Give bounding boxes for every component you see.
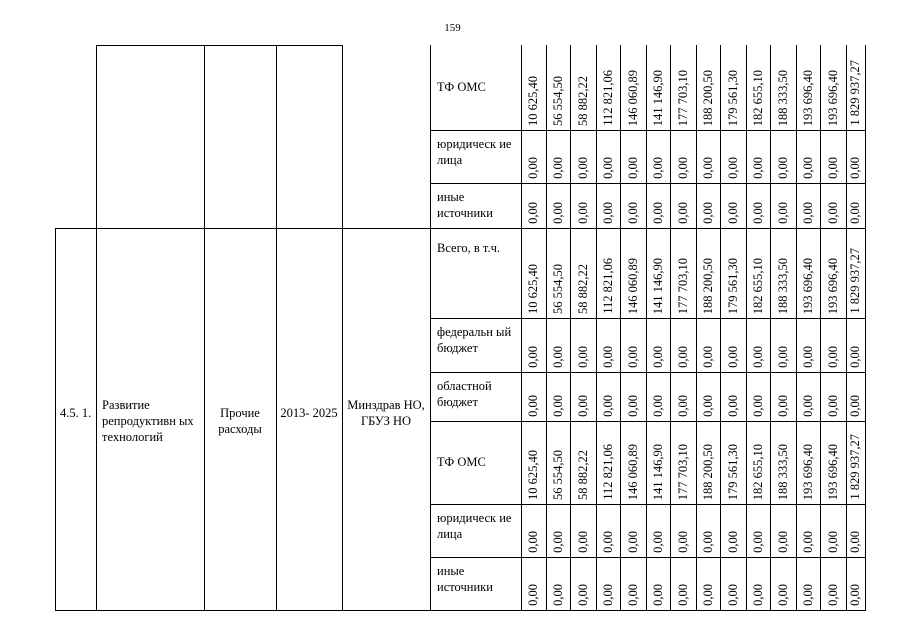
value-text: 0,00: [848, 531, 862, 553]
value-cell: [770, 132, 796, 179]
value-text: 141 146,90: [650, 443, 665, 500]
value-text: 0,00: [675, 395, 690, 417]
value-cell: [796, 185, 820, 224]
grid-hline: [430, 130, 865, 131]
value-cell: [670, 559, 696, 606]
value-cell: [521, 320, 546, 368]
value-cell: [620, 132, 646, 179]
value-cell: [620, 559, 646, 606]
value-text: 0,00: [700, 531, 715, 553]
value-cell: [646, 423, 670, 500]
value-cell: [596, 47, 620, 126]
value-text: 0,00: [725, 395, 740, 417]
value-cell: [521, 423, 546, 500]
value-text: 0,00: [625, 584, 640, 606]
value-cell: [770, 506, 796, 553]
value-cell: [796, 320, 820, 368]
value-cell: [646, 230, 670, 314]
value-text: 58 882,22: [575, 76, 590, 126]
value-text: 0,00: [600, 584, 615, 606]
value-text: 0,00: [848, 395, 862, 417]
value-cell: [570, 506, 596, 553]
value-text: 0,00: [625, 531, 640, 553]
value-cell: [846, 374, 865, 417]
grid-hline: [430, 557, 865, 558]
value-text: 0,00: [825, 157, 840, 179]
value-cell: [521, 185, 546, 224]
value-cell: [570, 132, 596, 179]
value-text: 0,00: [725, 346, 740, 368]
value-cell: [796, 132, 820, 179]
measure-name: Развитие репродуктивн ых технологий: [102, 398, 194, 444]
value-cell: [846, 506, 865, 553]
value-cell: [820, 132, 846, 179]
value-text: 58 882,22: [575, 264, 590, 314]
value-text: 182 655,10: [750, 69, 765, 126]
value-text: 0,00: [650, 157, 665, 179]
value-text: 0,00: [700, 202, 715, 224]
source-label: федеральн ый бюджет: [437, 325, 512, 355]
value-cell: [820, 47, 846, 126]
value-text: 0,00: [750, 202, 765, 224]
value-cell: [521, 47, 546, 126]
value-cell: [620, 506, 646, 553]
value-text: 193 696,40: [825, 257, 840, 314]
value-cell: [746, 506, 770, 553]
value-cell: [820, 230, 846, 314]
value-text: 0,00: [550, 531, 565, 553]
value-text: 1 829 937,27: [848, 248, 862, 314]
value-text: 1 829 937,27: [848, 434, 862, 500]
executor: Минздрав НО, ГБУЗ НО: [347, 398, 425, 428]
value-text: 0,00: [600, 395, 615, 417]
value-cell: [796, 559, 820, 606]
value-cell: [596, 423, 620, 500]
value-cell: [546, 559, 570, 606]
value-text: 0,00: [650, 202, 665, 224]
value-cell: [570, 320, 596, 368]
value-text: 0,00: [750, 531, 765, 553]
value-text: 112 821,06: [600, 70, 615, 126]
value-cell: [670, 506, 696, 553]
value-cell: [620, 185, 646, 224]
value-text: 1 829 937,27: [848, 60, 862, 126]
value-cell: [770, 320, 796, 368]
source-label: иные источники: [437, 190, 493, 220]
value-cell: [646, 132, 670, 179]
value-text: 141 146,90: [650, 257, 665, 314]
value-cell: [570, 423, 596, 500]
value-text: 0,00: [650, 346, 665, 368]
value-cell: [720, 559, 746, 606]
value-cell: [820, 506, 846, 553]
value-text: 112 821,06: [600, 258, 615, 314]
grid-vline: [276, 45, 277, 611]
value-cell: [820, 423, 846, 500]
page-number: 159: [444, 22, 461, 34]
value-text: 0,00: [675, 157, 690, 179]
value-cell: [546, 506, 570, 553]
value-text: 0,00: [725, 202, 740, 224]
value-cell: [696, 320, 720, 368]
value-cell: [720, 423, 746, 500]
value-cell: [796, 230, 820, 314]
value-text: 0,00: [625, 157, 640, 179]
value-cell: [670, 230, 696, 314]
grid-hline: [430, 504, 865, 505]
value-cell: [546, 132, 570, 179]
value-cell: [720, 320, 746, 368]
grid-hline: [55, 610, 865, 611]
value-text: 0,00: [526, 531, 540, 553]
value-cell: [696, 132, 720, 179]
source-label: ТФ ОМС: [437, 454, 486, 469]
value-text: 0,00: [750, 395, 765, 417]
value-text: 193 696,40: [800, 443, 815, 500]
grid-vline: [204, 45, 205, 611]
value-text: 146 060,89: [625, 443, 640, 500]
value-text: 0,00: [775, 531, 790, 553]
value-text: 0,00: [848, 202, 862, 224]
value-cell: [720, 132, 746, 179]
value-text: 0,00: [700, 395, 715, 417]
value-text: 193 696,40: [800, 257, 815, 314]
value-text: 112 821,06: [600, 444, 615, 500]
value-cell: [846, 185, 865, 224]
value-cell: [746, 423, 770, 500]
value-text: 0,00: [550, 584, 565, 606]
value-text: 0,00: [650, 395, 665, 417]
value-cell: [596, 374, 620, 417]
value-cell: [546, 230, 570, 314]
value-text: 0,00: [600, 531, 615, 553]
value-cell: [796, 374, 820, 417]
source-label: ТФ ОМС: [437, 79, 486, 94]
value-text: 188 333,50: [775, 69, 790, 126]
value-cell: [620, 423, 646, 500]
value-cell: [670, 185, 696, 224]
grid-vline: [96, 45, 97, 611]
value-text: 193 696,40: [825, 443, 840, 500]
value-text: 0,00: [825, 346, 840, 368]
value-cell: [546, 374, 570, 417]
value-cell: [646, 559, 670, 606]
value-text: 188 200,50: [700, 257, 715, 314]
value-text: 0,00: [526, 157, 540, 179]
value-text: 0,00: [825, 202, 840, 224]
value-text: 56 554,50: [550, 264, 565, 314]
value-text: 188 333,50: [775, 443, 790, 500]
value-cell: [570, 374, 596, 417]
value-cell: [796, 423, 820, 500]
value-cell: [770, 423, 796, 500]
measure-number: 4.5. 1.: [60, 406, 92, 420]
value-cell: [521, 506, 546, 553]
value-text: 0,00: [750, 346, 765, 368]
value-text: 0,00: [825, 584, 840, 606]
value-text: 182 655,10: [750, 443, 765, 500]
grid-hline: [430, 372, 865, 373]
grid-vline: [342, 45, 343, 611]
value-text: 182 655,10: [750, 257, 765, 314]
value-text: 0,00: [675, 531, 690, 553]
value-text: 0,00: [775, 584, 790, 606]
value-text: 0,00: [575, 531, 590, 553]
value-text: 0,00: [575, 202, 590, 224]
value-text: 10 625,40: [526, 264, 540, 314]
value-cell: [820, 320, 846, 368]
value-cell: [670, 423, 696, 500]
value-cell: [596, 320, 620, 368]
value-cell: [521, 230, 546, 314]
value-cell: [670, 320, 696, 368]
value-cell: [546, 423, 570, 500]
value-cell: [770, 185, 796, 224]
value-text: 0,00: [848, 346, 862, 368]
value-text: 0,00: [600, 202, 615, 224]
value-text: 177 703,10: [675, 69, 690, 126]
value-text: 0,00: [625, 395, 640, 417]
value-text: 0,00: [775, 157, 790, 179]
value-text: 177 703,10: [675, 443, 690, 500]
value-cell: [696, 230, 720, 314]
value-text: 193 696,40: [825, 69, 840, 126]
value-cell: [746, 374, 770, 417]
value-cell: [820, 185, 846, 224]
value-text: 0,00: [725, 157, 740, 179]
value-text: 10 625,40: [526, 450, 540, 500]
value-cell: [746, 320, 770, 368]
value-text: 0,00: [650, 531, 665, 553]
value-cell: [796, 47, 820, 126]
value-cell: [570, 47, 596, 126]
value-cell: [770, 374, 796, 417]
value-cell: [670, 47, 696, 126]
period: 2013- 2025: [280, 406, 338, 420]
value-text: 146 060,89: [625, 69, 640, 126]
value-cell: [596, 132, 620, 179]
value-cell: [720, 374, 746, 417]
grid-hline: [55, 228, 865, 229]
value-text: 0,00: [750, 157, 765, 179]
value-cell: [720, 47, 746, 126]
value-text: 0,00: [800, 157, 815, 179]
value-text: 0,00: [800, 584, 815, 606]
value-text: 0,00: [625, 346, 640, 368]
value-text: 0,00: [800, 202, 815, 224]
value-text: 0,00: [550, 346, 565, 368]
value-text: 177 703,10: [675, 257, 690, 314]
value-cell: [770, 559, 796, 606]
value-cell: [521, 374, 546, 417]
value-text: 0,00: [550, 157, 565, 179]
value-cell: [796, 506, 820, 553]
value-text: 0,00: [675, 202, 690, 224]
value-cell: [696, 374, 720, 417]
value-text: 0,00: [600, 157, 615, 179]
value-text: 0,00: [725, 584, 740, 606]
value-text: 179 561,30: [725, 443, 740, 500]
source-label: Всего, в т.ч.: [437, 241, 500, 255]
value-cell: [746, 559, 770, 606]
value-cell: [696, 506, 720, 553]
value-text: 0,00: [848, 584, 862, 606]
value-text: 0,00: [575, 395, 590, 417]
value-text: 0,00: [550, 395, 565, 417]
value-cell: [746, 185, 770, 224]
grid-vline: [55, 228, 56, 611]
value-cell: [646, 374, 670, 417]
value-text: 188 200,50: [700, 443, 715, 500]
value-cell: [521, 559, 546, 606]
value-cell: [746, 132, 770, 179]
source-label: юридическ ие лица: [437, 511, 512, 541]
value-text: 0,00: [800, 346, 815, 368]
grid-hline: [430, 421, 865, 422]
grid-hline: [430, 183, 865, 184]
value-cell: [620, 374, 646, 417]
value-cell: [670, 132, 696, 179]
value-cell: [720, 506, 746, 553]
value-cell: [696, 423, 720, 500]
value-cell: [646, 47, 670, 126]
value-text: 146 060,89: [625, 257, 640, 314]
value-cell: [696, 47, 720, 126]
value-text: 0,00: [725, 531, 740, 553]
value-cell: [546, 185, 570, 224]
value-cell: [846, 320, 865, 368]
value-cell: [620, 230, 646, 314]
value-cell: [596, 185, 620, 224]
value-text: 0,00: [848, 157, 862, 179]
value-text: 58 882,22: [575, 450, 590, 500]
value-text: 0,00: [575, 346, 590, 368]
value-cell: [596, 230, 620, 314]
value-cell: [846, 230, 865, 314]
value-text: 0,00: [800, 531, 815, 553]
value-cell: [720, 185, 746, 224]
value-cell: [546, 47, 570, 126]
grid-hline: [430, 318, 865, 319]
value-text: 0,00: [825, 531, 840, 553]
value-cell: [846, 559, 865, 606]
value-text: 193 696,40: [800, 69, 815, 126]
value-text: 10 625,40: [526, 76, 540, 126]
value-cell: [820, 374, 846, 417]
grid-hline: [96, 45, 342, 46]
value-text: 0,00: [775, 346, 790, 368]
value-text: 0,00: [575, 584, 590, 606]
value-cell: [570, 559, 596, 606]
value-text: 0,00: [550, 202, 565, 224]
value-text: 56 554,50: [550, 76, 565, 126]
value-text: 0,00: [775, 202, 790, 224]
expense-type: Прочие расходы: [218, 406, 262, 436]
value-text: 0,00: [575, 157, 590, 179]
source-label: юридическ ие лица: [437, 137, 512, 167]
value-cell: [596, 506, 620, 553]
value-cell: [746, 47, 770, 126]
value-text: 0,00: [650, 584, 665, 606]
value-text: 141 146,90: [650, 69, 665, 126]
source-label: иные источники: [437, 564, 493, 594]
value-cell: [620, 320, 646, 368]
grid-vline: [865, 45, 866, 611]
value-text: 0,00: [775, 395, 790, 417]
value-cell: [846, 47, 865, 126]
value-text: 56 554,50: [550, 450, 565, 500]
source-label: областной бюджет: [437, 379, 492, 409]
value-cell: [770, 47, 796, 126]
value-text: 0,00: [526, 584, 540, 606]
value-cell: [646, 506, 670, 553]
value-cell: [696, 185, 720, 224]
value-text: 0,00: [700, 157, 715, 179]
value-text: 0,00: [750, 584, 765, 606]
value-text: 188 333,50: [775, 257, 790, 314]
value-cell: [620, 47, 646, 126]
value-cell: [646, 320, 670, 368]
value-cell: [570, 230, 596, 314]
value-text: 179 561,30: [725, 257, 740, 314]
value-cell: [521, 132, 546, 179]
value-text: 179 561,30: [725, 69, 740, 126]
value-cell: [570, 185, 596, 224]
value-cell: [696, 559, 720, 606]
value-cell: [720, 230, 746, 314]
value-text: 0,00: [675, 346, 690, 368]
value-text: 0,00: [526, 202, 540, 224]
value-cell: [770, 230, 796, 314]
value-text: 0,00: [526, 395, 540, 417]
value-cell: [746, 230, 770, 314]
value-cell: [820, 559, 846, 606]
value-text: 0,00: [625, 202, 640, 224]
value-text: 188 200,50: [700, 69, 715, 126]
value-text: 0,00: [825, 395, 840, 417]
value-text: 0,00: [675, 584, 690, 606]
value-cell: [596, 559, 620, 606]
value-text: 0,00: [600, 346, 615, 368]
value-cell: [846, 132, 865, 179]
value-cell: [670, 374, 696, 417]
value-text: 0,00: [700, 346, 715, 368]
value-cell: [546, 320, 570, 368]
value-cell: [846, 423, 865, 500]
value-text: 0,00: [700, 584, 715, 606]
value-text: 0,00: [800, 395, 815, 417]
value-cell: [646, 185, 670, 224]
value-text: 0,00: [526, 346, 540, 368]
